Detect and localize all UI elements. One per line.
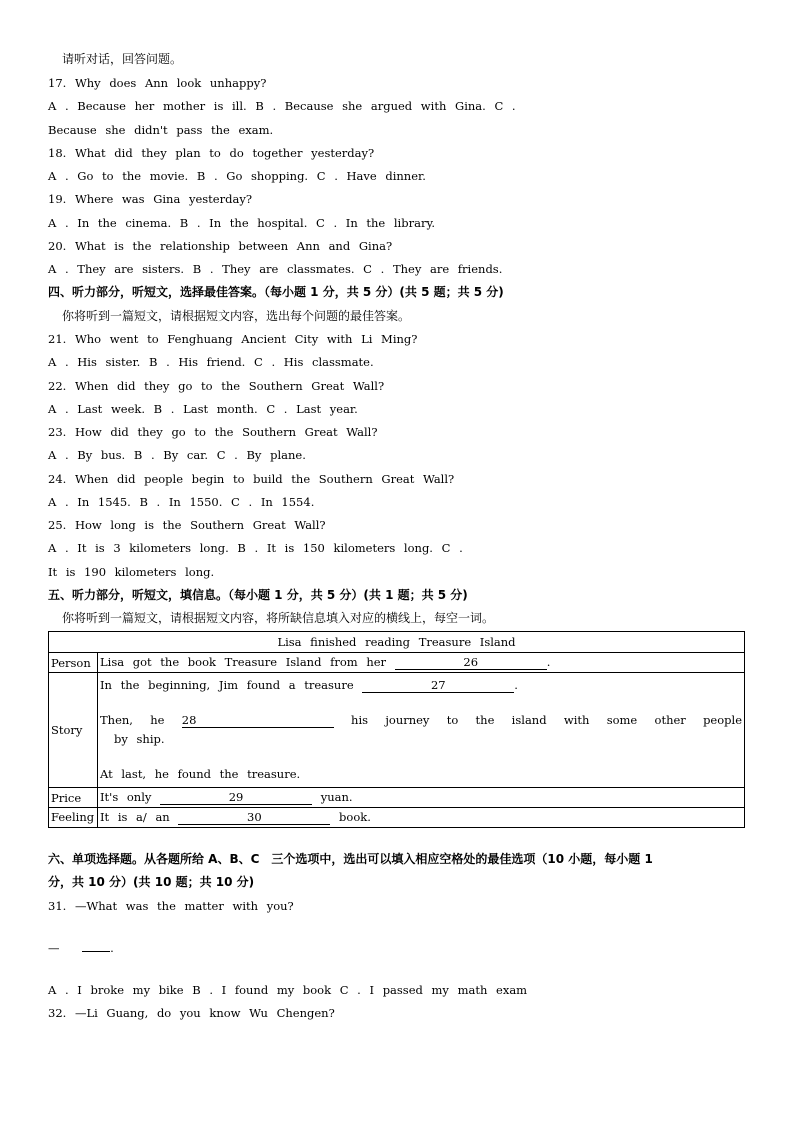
price-label: Price	[49, 788, 98, 808]
options-22: A . Last week. B . Last month. C . Last year.	[48, 402, 358, 416]
section-5-instruction: 你将听到一篇短文，请根据短文内容，将所缺信息填入对应的横线上，每空一词。	[62, 611, 495, 625]
price-text: It's only	[100, 790, 152, 804]
story-line-3: At last, he found the treasure.	[100, 767, 301, 781]
section-5-heading: 五、听力部分，听短文，填信息。（每小题 1 分，共 5 分）(共 1 题；共 5 分)	[48, 588, 468, 602]
options-21: A . His sister. B . His friend. C . His classmate.	[48, 355, 374, 369]
person-label: Person	[49, 653, 98, 673]
question-24: 24. When did people begin to build the Southern Great Wall?	[48, 472, 455, 486]
table-caption: Lisa finished reading Treasure Island	[49, 632, 745, 653]
question-22: 22. When did they go to the Southern Great Wall?	[48, 379, 385, 393]
section-6-heading-line2: 分，共 10 分）(共 10 题；共 10 分)	[48, 875, 255, 889]
question-25: 25. How long is the Southern Great Wall?	[48, 518, 326, 532]
options-20: A . They are sisters. B . They are classmates. C . They are friends.	[48, 262, 503, 276]
question-20: 20. What is the relationship between Ann and Gina?	[48, 239, 393, 253]
options-17-line1: A . Because her mother is ill. B . Because she argued with Gina. C .	[48, 99, 516, 113]
story-line-2c: by ship.	[114, 732, 165, 746]
options-23: A . By bus. B . By car. C . By plane.	[48, 448, 306, 462]
feeling-cell	[98, 808, 745, 828]
answer-blank-28[interactable]: 28	[182, 714, 334, 728]
question-18: 18. What did they plan to do together yesterday?	[48, 146, 375, 160]
question-31: 31. —What was the matter with you?	[48, 899, 294, 913]
story-line-1: In the beginning, Jim found a treasure 27 .	[100, 678, 518, 692]
feeling-label: Feeling	[49, 808, 98, 828]
dash: —	[48, 941, 60, 955]
section-4-heading: 四、听力部分，听短文，选择最佳答案。（每小题 1 分，共 5 分）(共 5 题；共 5 分)	[48, 285, 504, 299]
story-text-2b: his journey to the island with some other people	[351, 713, 743, 727]
answer-blank-29[interactable]: 29	[160, 791, 312, 805]
price-cell	[98, 788, 745, 808]
options-17-line2: Because she didn't pass the exam.	[48, 123, 274, 137]
options-24: A . In 1545. B . In 1550. C . In 1554.	[48, 495, 315, 509]
question-31-answer-line: — .	[48, 941, 114, 955]
price-unit: yuan.	[320, 790, 353, 804]
story-cell	[98, 673, 745, 788]
feeling-text: It is a/ an	[100, 810, 170, 824]
section-4-instruction: 你将听到一篇短文，请根据短文内容，选出每个问题的最佳答案。	[62, 309, 411, 323]
options-31: A . I broke my bike B . I found my book C . I passed my math exam	[48, 983, 528, 997]
story-text-2a: Then, he	[100, 713, 165, 727]
instruction-dialogue: 请听对话，回答问题。	[62, 52, 183, 66]
answer-blank-27[interactable]: 27	[362, 679, 514, 693]
answer-blank-30[interactable]: 30	[178, 811, 330, 825]
section-6-heading-line1: 六、单项选择题。从各题所给 A、B、C 三个选项中，选出可以填入相应空格处的最佳选项（10 小题，每小题 1	[48, 852, 653, 866]
options-18: A . Go to the movie. B . Go shopping. C . Have dinner.	[48, 169, 426, 183]
answer-blank-26[interactable]: 26	[395, 656, 547, 670]
options-25-line1: A . It is 3 kilometers long. B . It is 150 kilometers long. C .	[48, 541, 463, 555]
options-25-line2: It is 190 kilometers long.	[48, 565, 215, 579]
info-table	[48, 631, 745, 828]
person-cell: Lisa got the book Treasure Island from her 26 .	[98, 653, 745, 673]
person-text: Lisa got the book Treasure Island from her	[100, 655, 387, 669]
story-label: Story	[49, 673, 98, 788]
question-21: 21. Who went to Fenghuang Ancient City with Li Ming?	[48, 332, 418, 346]
question-32: 32. —Li Guang, do you know Wu Chengen?	[48, 1006, 335, 1020]
question-17: 17. Why does Ann look unhappy?	[48, 76, 267, 90]
options-19: A . In the cinema. B . In the hospital. C . In the library.	[48, 216, 436, 230]
feeling-end: book.	[339, 810, 371, 824]
story-line-2	[100, 712, 742, 729]
story-text-1: In the beginning, Jim found a treasure	[100, 678, 354, 692]
question-23: 23. How did they go to the Southern Great Wall?	[48, 425, 378, 439]
question-19: 19. Where was Gina yesterday?	[48, 192, 252, 206]
answer-blank-31[interactable]	[82, 951, 110, 952]
